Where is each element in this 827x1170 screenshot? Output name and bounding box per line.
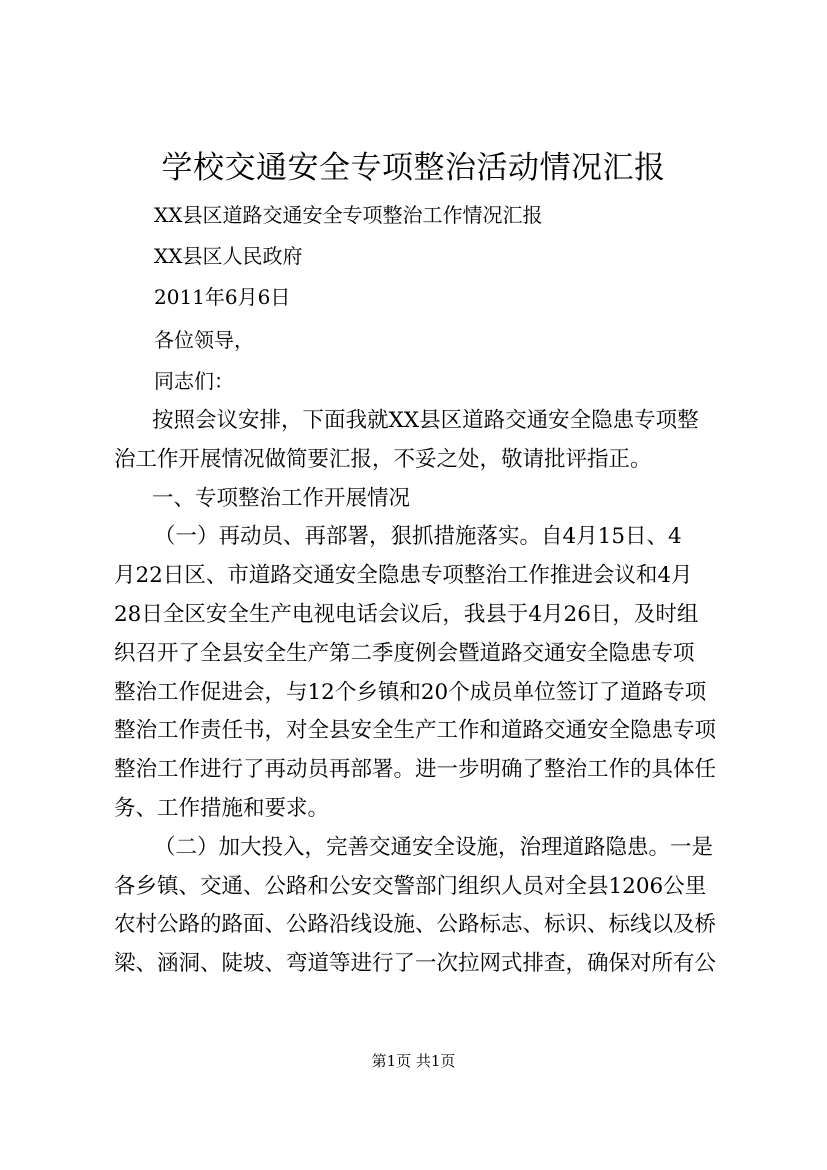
page-footer: 第1页 共1页 — [371, 1052, 456, 1070]
body-line: 整治工作进行了再动员再部署。进一步明确了整治工作的具体任 — [114, 757, 717, 783]
body-line: 整治工作责任书，对全县安全生产工作和道路交通安全隐患专项 — [114, 718, 717, 744]
salutation-leaders: 各位领导， — [154, 328, 254, 352]
body-line: 梁、涵洞、陡坡、弯道等进行了一次拉网式排查，确保对所有公 — [114, 951, 717, 977]
report-date: 2011年6月6日 — [154, 285, 291, 309]
report-subtitle: XX县区道路交通安全专项整治工作情况汇报 — [154, 203, 543, 227]
document-body — [114, 402, 739, 984]
issuing-authority: XX县区人民政府 — [154, 244, 303, 268]
body-line: 整治工作促进会，与12个乡镇和20个成员单位签订了道路专项 — [114, 679, 707, 705]
section-heading: 一、专项整治工作开展情况 — [152, 485, 411, 511]
body-line: （二）加大投入，完善交通安全设施，治理道路隐患。一是 — [154, 834, 714, 860]
document-title: 学校交通安全专项整治活动情况汇报 — [161, 150, 666, 186]
body-line: 各乡镇、交通、公路和公安交警部门组织人员对全县1206公里 — [114, 873, 707, 899]
salutation-comrades: 同志们： — [154, 369, 234, 393]
body-line: 28日全区安全生产电视电话会议后，我县于4月26日，及时组 — [114, 601, 699, 627]
body-line: 织召开了全县安全生产第二季度例会暨道路交通安全隐患专项 — [114, 640, 695, 666]
body-line: 月22日区、市道路交通安全隐患专项整治工作推进会议和4月 — [114, 563, 693, 589]
body-line: 治工作开展情况做简要汇报，不妥之处，敬请批评指正。 — [114, 446, 652, 472]
body-line: 农村公路的路面、公路沿线设施、公路标志、标识、标线以及桥 — [114, 912, 717, 938]
body-line: （一）再动员、再部署，狠抓措施落实。自4月15日、4 — [154, 524, 682, 550]
body-line: 务、工作措施和要求。 — [114, 795, 330, 821]
body-line: 按照会议安排，下面我就XX县区道路交通安全隐患专项整 — [152, 408, 699, 433]
